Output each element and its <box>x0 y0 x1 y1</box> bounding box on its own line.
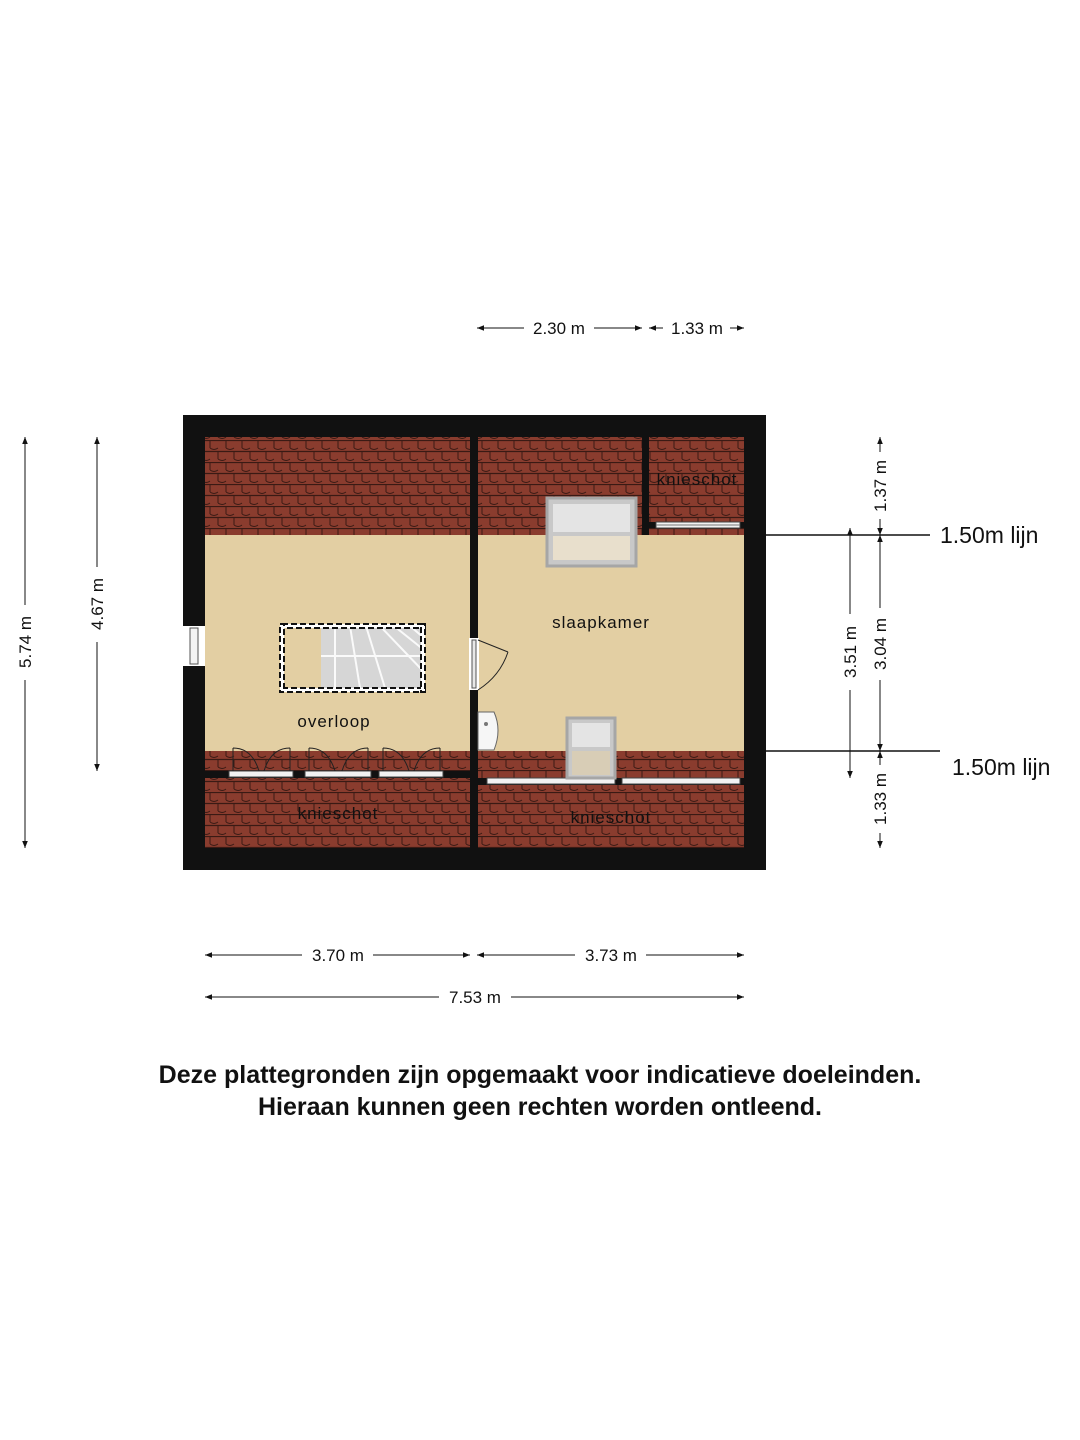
hatches-bottom-left <box>229 771 443 777</box>
dimension-label: 1.33 m <box>671 319 723 338</box>
dimension-label: 3.70 m <box>312 946 364 965</box>
disclaimer-line-1: Deze plattegronden zijn opgemaakt voor indicatieve doeleinden. <box>158 1061 922 1089</box>
dimension-label: 4.67 m <box>88 578 107 630</box>
dimension-top-right <box>649 319 744 338</box>
dimension-left-outer <box>16 437 35 848</box>
dimension-bottom-right <box>477 946 744 965</box>
room-label-knieschot-bottom-left: knieschot <box>297 804 379 823</box>
height-line-lower-label: 1.50m lijn <box>952 754 1051 780</box>
dimension-right-inner <box>841 528 860 778</box>
washbasin-icon <box>478 712 498 750</box>
dimension-label: 2.30 m <box>533 319 585 338</box>
dimension-label: 3.51 m <box>841 626 860 678</box>
dimension-label: 7.53 m <box>449 988 501 1007</box>
roof-area-bottom-left <box>205 751 470 848</box>
dimension-label: 1.37 m <box>871 460 890 512</box>
dimension-label: 5.74 m <box>16 616 35 668</box>
dimension-label: 1.33 m <box>871 773 890 825</box>
room-label-slaapkamer: slaapkamer <box>552 613 650 632</box>
dimension-label: 3.04 m <box>871 618 890 670</box>
dimension-left-inner <box>88 437 107 771</box>
dimension-right-top <box>871 437 890 535</box>
skylight-icon <box>547 498 636 566</box>
hatch-top-right <box>656 522 740 528</box>
skylight-icon <box>567 718 615 778</box>
window-icon <box>183 626 205 666</box>
room-label-overloop: overloop <box>297 712 371 731</box>
interior-wall-knieschot-tr <box>642 437 649 527</box>
dimension-bottom-left <box>205 946 470 965</box>
roof-area-top-left <box>205 437 470 535</box>
room-label-knieschot-bottom-right: knieschot <box>570 808 652 827</box>
dimension-right-bottom <box>871 751 890 848</box>
room-label-knieschot-top-right: knieschot <box>656 470 738 489</box>
dimension-bottom-total <box>205 988 744 1007</box>
disclaimer-line-2: Hieraan kunnen geen rechten worden ontleend. <box>258 1093 822 1121</box>
dimension-top-left <box>477 319 642 338</box>
dimension-label: 3.73 m <box>585 946 637 965</box>
dimension-right-middle <box>871 535 890 751</box>
height-line-upper-label: 1.50m lijn <box>940 522 1039 548</box>
